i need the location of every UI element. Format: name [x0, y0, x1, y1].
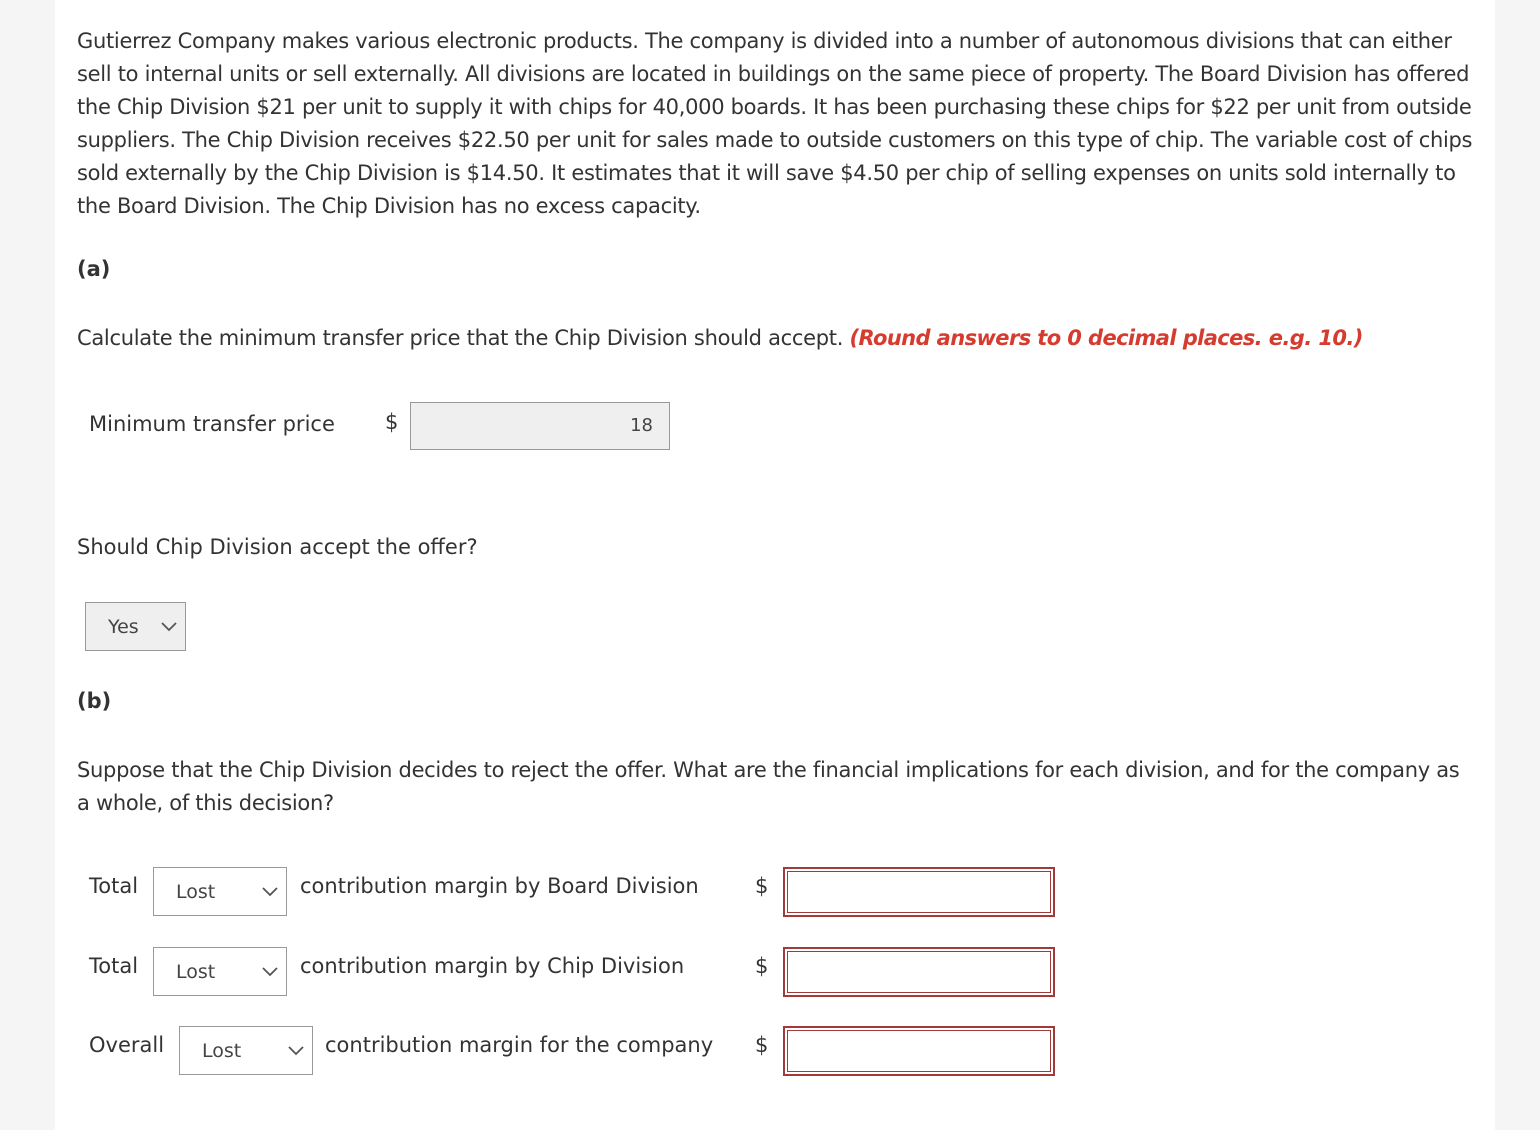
part-b-label: (b)	[77, 689, 112, 713]
board-division-select-value: Lost	[176, 880, 216, 903]
row-suffix: contribution margin by Board Division	[300, 874, 699, 898]
currency-symbol: $	[385, 410, 399, 434]
row-suffix: contribution margin by Chip Division	[300, 954, 685, 978]
part-a-question-text: Calculate the minimum transfer price that the Chip Division should accept.	[77, 326, 844, 350]
board-division-select[interactable]	[153, 867, 287, 916]
min-price-input[interactable]: 18	[410, 402, 670, 450]
company-select[interactable]	[179, 1026, 313, 1075]
company-select-value: Lost	[202, 1039, 242, 1062]
chevron-down-icon	[262, 967, 278, 977]
part-b-question: Suppose that the Chip Division decides to reject the offer. What are the financial implications for each division, and for the company as a whole, of this decision?	[77, 758, 1460, 815]
min-price-label: Minimum transfer price	[89, 412, 335, 436]
part-a-label: (a)	[77, 257, 111, 281]
chip-division-select-value: Lost	[176, 960, 216, 983]
chevron-down-icon	[161, 622, 177, 632]
row-prefix: Total	[89, 954, 139, 978]
currency-symbol: $	[755, 954, 769, 978]
accept-question: Should Chip Division accept the offer?	[77, 535, 478, 559]
part-a-question	[77, 322, 1477, 355]
chip-division-amount-input[interactable]	[783, 947, 1055, 997]
chevron-down-icon	[288, 1046, 304, 1056]
accept-select-value: Yes	[108, 615, 139, 638]
currency-symbol: $	[755, 1033, 769, 1057]
chip-division-select[interactable]	[153, 947, 287, 996]
accept-select[interactable]	[85, 602, 186, 651]
row-prefix: Overall	[89, 1033, 165, 1057]
row-suffix: contribution margin for the company	[325, 1033, 714, 1057]
row-prefix: Total	[89, 874, 139, 898]
currency-symbol: $	[755, 874, 769, 898]
chevron-down-icon	[262, 887, 278, 897]
problem-text: Gutierrez Company makes various electronic products. The company is divided into a number of autonomous divisions that can either sell to internal units or sell externally. All divisions are located in buildings on the same piece of property. The Board Division has offered the Chip Division $21 per unit to supply it with chips for 40,000 boards. It has been purchasing these chips for $22 per unit from outside suppliers. The Chip Division receives $22.50 per unit for sales made to outside customers on this type of chip. The variable cost of chips sold externally by the Chip Division is $14.50. It estimates that it will save $4.50 per chip of selling expenses on units sold internally to the Board Division. The Chip Division has no excess capacity.	[77, 29, 1473, 218]
company-amount-input[interactable]	[783, 1026, 1055, 1076]
rounding-instruction: (Round answers to 0 decimal places. e.g. 10.)	[849, 326, 1363, 350]
question-card	[55, 0, 1495, 1130]
board-division-amount-input[interactable]	[783, 867, 1055, 917]
